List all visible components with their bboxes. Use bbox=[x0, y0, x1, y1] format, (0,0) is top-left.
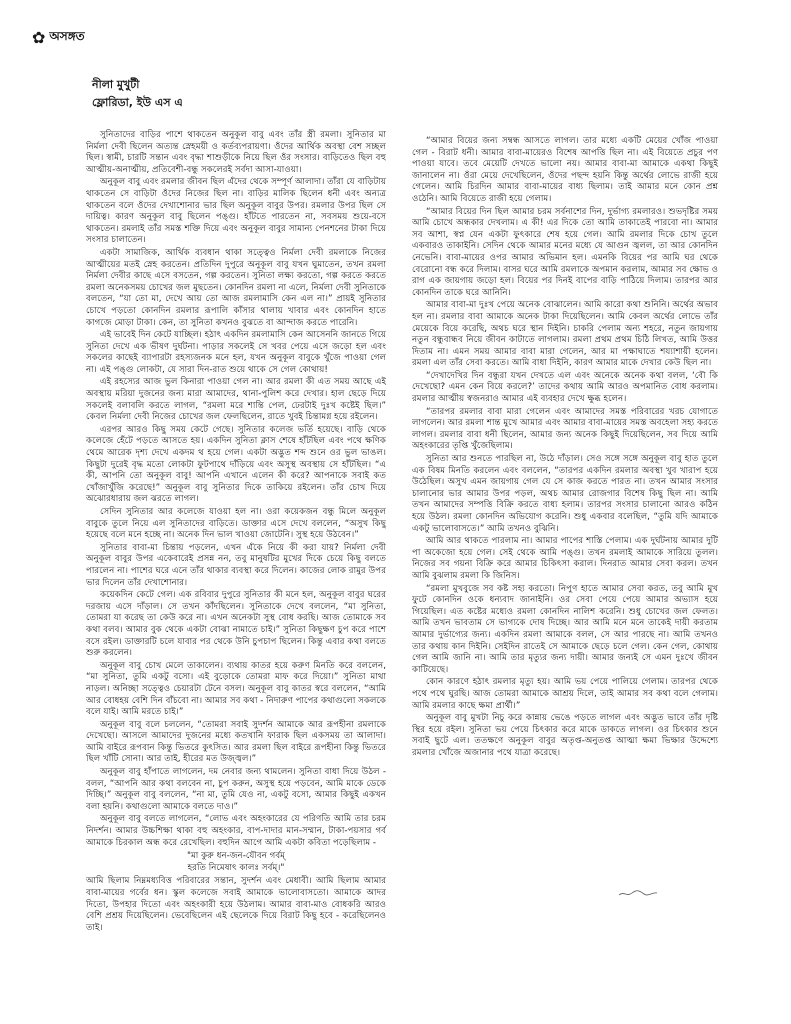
left-column bbox=[86, 130, 386, 935]
byline bbox=[92, 76, 183, 112]
paragraph: অনুকূল বাবু হাঁপাতে লাগলেন, দম নেবার জন্য থামলেন। সুনিতা বাধা দিয়ে উঠল - বলল, “আপনি আর কথা বলবেন না, চুপ করুন, অসুস্থ হয়ে পড়বেন, আমি মাকে ডেকে দিচ্ছি।” অনুকূল বাবু বললেন, “না মা, তুমি যেও না, একটু বসো, আমার কিছুই একখন বলা হয়নি। কথাগুলো আমাকে বলতে দাও।” bbox=[86, 767, 386, 812]
paragraph: অনুকূল বাবু বলে চললেন, “তোমরা সবাই সুদর্শন আমাকে আর রূপহীনা রমলাকে দেখেছো। আসলে আমাদের দুজনের মধ্যে কতখানি ফারাক ছিল একসময় তা আলাদা। আমি বাইরে রূপবান কিন্তু ভিতরে কুৎসিত। আর রমলা ছিল বাইরে রূপহীনা কিন্তু ভিতরে ছিল খাঁটি সোনা। আর তাই, হীরের মত উজ্জ্বল।” bbox=[86, 719, 386, 765]
paragraph: “আমার বিয়ের দিন ছিল আমার চরম সর্বনাশের দিন, দুর্ভাগ্য রমলারও। শুভদৃষ্টির সময় আমি চোখে অন্ধকার দেখলাম। এ কী! এর দিকে তো আমি তাকাতেই পারবো না। আমার সব আশা, স্বপ্ন যেন একটা ফুৎকারে শেষ হয়ে গেল। আমি রমলার দিকে চোখ তুলে একবারও তাকাইনি। সেদিন থেকে আমার মনের মধ্যে যে আগুন জ্বলল, তা আর কোনদিন নেভেনি। বাবা-মায়ের ওপর আমার অভিমান হল। এমনকি বিয়ের পর আমি ঘর থেকে বেরোনো বন্ধ করে দিলাম। বাসর ঘরে আমি রমলাকে অপমান করলাম, আমার সব ক্ষোভ ও রাগ এক জায়গায় জড়ো হল। বিয়ের পর দিনই বাপের বাড়ি পাঠিয়ে দিলাম। তারপর আর কোনদিন তাকে ঘরে আনিনি। bbox=[412, 206, 718, 298]
paragraph: “আমার বিয়ের জন্য সম্বন্ধ আসতে লাগল। তার মধ্যে একটি মেয়ের খোঁজ পাওয়া গেল - বিরাট ধনী। আমার বাবা-মায়েরও বিশেষ আপত্তি ছিল না। এই বিয়েতে প্রচুর পণ পাওয়া যাবে। তবে মেয়েটি দেখতে ভালো নয়। আমার বাবা-মা আমাকে একথা কিছুই জানালেন না। ওঁরা মেয়ে দেখেছিলেন, ওঁদের পছন্দ হয়নি কিন্তু অর্থের লোভে রাজী হয়ে গেলেন। আমি চিরদিন আমার বাবা-মায়ের বাধ্য ছিলাম। তাই আমার মনে কোন প্রশ্ন ওঠেনি। আমি বিয়েতে রাজী হয়ে গেলাম। bbox=[412, 136, 718, 204]
paragraph: আমি আর থাকতে পারলাম না। আমার পাপের শাস্তি পেলাম। এক দুর্ঘটনায় আমার দুটি পা অকেজো হয়ে গেল। সেই থেকে আমি পঙ্গু। তখন রমলাই আমাকে সারিয়ে তুলল। নিজের সব গয়না বিক্রি করে আমার চিকিৎসা করাল। দিনরাত আমার সেবা করল। তখন আমি বুঝলাম রমলা কি জিনিস। bbox=[412, 536, 718, 581]
author-location: ফ্লোরিডা, ইউ এস এ bbox=[92, 96, 183, 109]
paragraph: সেদিন সুনিতার আর কলেজে যাওয়া হল না। ওরা কয়েকজন বন্ধু মিলে অনুকূল বাবুকে তুলে নিয়ে এল সুনিতাদের বাড়িতে। ডাক্তার এসে দেখে বললেন, “অসুখ কিছু হয়েছে বলে মনে হচ্ছে না। অনেক দিন ভাল খাওয়া জোটেনি। সুস্থ হয়ে উঠবেন।” bbox=[86, 507, 386, 541]
section-title: অসঙ্গত bbox=[49, 29, 85, 43]
pen-scribble-mark bbox=[618, 888, 658, 898]
paragraph: “দেখাদেখির দিন বন্ধুরা যখন দেখতে এল এবং অনেকে অনেক কথা বলল, ‘বৌ কি দেখেছো? এমন কেন বিয়ে করলে?’ তাদের কথায় আমি আরও অপমানিত বোধ করলাম। রমলার আত্মীয় স্বজনরাও আমার এই ব্যবহার দেখে ক্ষুব্ধ হলেন। bbox=[412, 370, 718, 405]
paragraph: এরপর আরও কিছু সময় কেটে গেছে। সুনিতার কলেজ ভর্তি হয়েছে। বাড়ি থেকে কলেজে হেঁটে পড়তে আসতে হয়। একদিন সুনিতা ক্লাস শেষে হাঁটছিল এবং পথে ক্ষণিক থেমে আরেক দৃশ্য দেখে একদম থ হয়ে গেল। একটা অদ্ভুত শব্দ শুনে ওর ভুল ভাঙল। কিছুটা দুরেই বৃদ্ধ মতো লোকটা ফুটপাথে দাঁড়িয়ে এবং অসুস্থ অবস্থায় সে হাঁটছিল। “এ কী, আপনি তো অনুকূল বাবু! আপনি এখানে এলেন কী করে? আপনাকে সবাই কত খোঁজাখুঁজি করেছে!” অনুকূল বাবু সুনিতার দিকে তাকিয়ে রইলেন। তাঁর চোখ দিয়ে অঝোরধারায় জল ঝরতে লাগল। bbox=[86, 424, 386, 505]
paragraph: অনুকূল বাবু চোখ মেলে তাকালেন। ব্যথায় কাতর হয়ে করুণ মিনতি করে বললেন, “মা সুনিতা, তুমি একটু বসো। এই বুড়োকে তোমরা মাফ করে দিয়ো।” সুনিতা মাথা নাড়ল। অনিচ্ছা সত্ত্বেও চেয়ারটা টেনে বসল। অনুকূল বাবু কাতর স্বরে বললেন, “আমি আর বোধহয় বেশি দিন বাঁচবো না। আমার সব কথা - নিদারুণ পাপের কথাগুলো সকলকে বলে যাই। আমি মরতে চাই।” bbox=[86, 660, 386, 718]
paragraph: আমি ছিলাম নিম্নমধ্যবিত্ত পরিবারের সন্তান, সুদর্শন এবং মেধাবী। আমি ছিলাম আমার বাবা-মায়ের গর্বের ধন। স্কুল কলেজে সবাই আমাকে ভালোবাসতো। আমাকে আদর দিতো, উপহার দিতো এবং অহংকারী হয়ে উঠলাম। আমার বাবা-মাও বোধকরি আরও বেশি প্রশ্রয় দিয়েছিলেন। ভেবেছিলেন এই ছেলেকে দিয়ে বিরাট কিছু হবে - করেছিলেনও তাই। bbox=[86, 876, 386, 933]
paragraph: একটা সামাজিক, আর্থিক ব্যবধান থাকা সত্ত্বেও নির্মলা দেবী রমলাকে নিজের আত্মীয়ের মতই স্নেহ করতেন। প্রতিদিন দুপুরে অনুকূল বাবু যখন ঘুমাতেন, তখন রমলা নির্মলা দেবীর কাছে এসে বসতেন, গল্প করতেন। সুনিতা লক্ষ্য করতো, গল্প করতে করতে রমলা অনেকসময় চোখের জল মুছতেন। কোনদিন রমলা না এলে, নির্মলা দেবী সুনিতাকে বলতেন, “যা তো মা, দেখে আয় তো আজ রমলামাসি কেন এল না।” প্রায়ই সুনিতার চোখে পড়তো কোনদিন রমলার রূপালি কাঁসার থালায় খাবার এবং কোনদিন হাতে কাগজে মোড়া টাকা। কেন, তা সুনিতা কখনও বুঝতে বা আন্দাজ করতে পারেনি। bbox=[86, 247, 386, 328]
paragraph: আমার বাবা-মা দুঃখ পেয়ে অনেক বোঝালেন। আমি কারো কথা শুনিনি। অর্থের অভাব হল না। রমলার বাবা আমাকে অনেক টাকা দিয়েছিলেন। আমি কেবল অর্থের লোভে তাঁর মেয়েকে বিয়ে করেছি, অথচ ঘরে স্থান দিইনি। চাকরি পেলাম অন্য শহরে, নতুন জায়গায় নতুন বন্ধুবান্ধব নিয়ে জীবন কাটাতে লাগলাম। রমলা প্রথম প্রথম চিঠি লিখত, আমি উত্তর দিতাম না। এমন সময় আমার বাবা মারা গেলেন, আর মা পক্ষাঘাতে শয্যাশায়ী হলেন। রমলা এল তাঁর সেবা করতে। আমি বাধা দিইনি, কারণ আমার মাকে দেখার কেউ ছিল না। bbox=[412, 300, 718, 369]
paragraph: সুনিতা আর শুনতে পারছিল না, উঠে দাঁড়াল। সেও সঙ্গে সঙ্গে অনুকূল বাবু হাত তুলে এক বিষম মিনতি করলেন এবং বললেন, “তারপর একদিন রমলার অবস্থা খুব খারাপ হয়ে উঠেছিল। অসুখ এমন জায়গায় গেল যে সে কাজ করতে পারত না। তখন আমার সংসার চালানোর ভার আমার উপর পড়ল, অথচ আমার রোজগার বিশেষ কিছু ছিল না। আমি তখন আমাদের সম্পত্তি বিক্রি করতে বাধ্য হলাম। তারপর সংসার চালানো আরও কঠিন হয়ে উঠল। রমলা কোনদিন অভিযোগ করেনি। শুধু একবার বলেছিল, “তুমি যদি আমাকে একটু ভালোবাসতে।” আমি তখনও বুঝিনি। bbox=[412, 454, 718, 534]
page-header bbox=[32, 28, 85, 48]
paragraph: সুনিতার বাবা-মা চিন্তায় পড়লেন, এখন এঁকে নিয়ে কী করা যায়? নির্মলা দেবী অনুকূল বাবুর উপর একেবারেই প্রসন্ন নন, তবু মানুষটির মুখের দিকে চেয়ে কিছু বলতে পারলেন না। পাশের ঘরে এনে তাঁর থাকার ব্যবস্থা করে দিলেন। কাজের লোক রামুর উপর ভার দিলেন তাঁর দেখাশোনার। bbox=[86, 542, 386, 588]
right-column bbox=[412, 136, 718, 760]
paragraph: অনুকূল বাবু বলতে লাগলেন, “লোভ এবং অহংকারের যে পরিণতি আমি তার চরম নিদর্শন। আমার উচ্চশিক্ষা থাকা বহু অহংকার, বাপ-দাদার মান-সম্মান, টাকা-পয়সার গর্ব আমাকে চিরকাল অন্ধ করে রেখেছিল। বহুদিন আগে আমি একটা কবিতা পড়েছিলাম - bbox=[86, 814, 386, 848]
flower-ornament-icon: ✿ bbox=[32, 28, 46, 47]
paragraph: অনুকূল বাবু এবং রমলার জীবন ছিল এঁদের থেকে সম্পূর্ণ আলাদা। তাঁরা যে বাড়িটায় থাকতেন সে বাড়িটা ওঁদের নিজের ছিল না। বাড়ির মালিক ছিলেন ধনী এবং অন্যত্র থাকতেন বলে ওঁদের দেখাশোনার ভার ছিল অনুকূল বাবুর উপর। রমলার উপর ছিল সে দায়িত্ব। কারণ অনুকূল বাবু ছিলেন পঙ্গু। হাঁটতে পারতেন না, সবসময় শুয়ে-বসে থাকতেন। রমলাই তাঁর সমস্ত শক্তি দিয়ে এবং অনুকূল বাবুর সামান্য পেনশনের টাকা দিয়ে সংসার চালাতেন। bbox=[86, 177, 386, 246]
author-name: নীলা মুখুটী bbox=[92, 78, 140, 91]
paragraph: কয়েকদিন কেটে গেল। এক রবিবার দুপুরে সুনিতার কী মনে হল, অনুকূল বাবুর ঘরের দরজায় এসে দাঁড়াল। সে তখন কাঁদছিলেন। সুনিতাকে দেখে বললেন, “মা সুনিতা, তোমরা যা করেছ তা কেউ করে না। এখন অনেকটা সুস্থ বোধ করছি। আজ তোমাকে সব কথা বলব। আমার বুক থেকে একটা বোঝা নামাতে চাই।” সুনিতা কিছুক্ষণ চুপ করে পাশে বসে রইল। ডাক্তারটি চলে যাবার পর থেকে উনি চুপচাপ ছিলেন। কিন্তু এবার কথা বলতে শুরু করলেন। bbox=[86, 590, 386, 659]
verse-quote: "মা কুরু ধন-জন-যৌবন গর্বম্ হরতি নিমেষাৎ কালঃ সর্বম্।" bbox=[186, 851, 286, 873]
paragraph: এই রহস্যের আজ ভুল কিনারা পাওয়া গেল না। আর রমলা কী এত সময় আছে এই অবস্থায় মরিয়া দুজনের জন্য মারা আমাদের, থানা-পুলিশ করে দেখার। হাল ছেড়ে দিয়ে সকলেই বলাবলি করতে লাগল, “রমলা মরে শান্তি পেল, ঢেরটাই দুঃখ কষ্টেই ছিল।” কেবল নির্মলা দেবী নিজের চোখের জল ফেলছিলেন, রাতে খুবই চিন্তামগ্ন হয়ে রইলেন। bbox=[86, 377, 386, 423]
paragraph: সুনিতাদের বাড়ির পাশে থাকতেন অনুকূল বাবু এবং তাঁর স্ত্রী রমলা। সুনিতার মা নির্মলা দেবী ছিলেন অত্যন্ত স্নেহময়ী ও কর্তব্যপরায়ণা। ওঁদের আর্থিক অবস্থা বেশ সচ্ছল ছিল। স্বামী, চারটি সন্তান এবং বৃদ্ধা শাশুড়ীকে নিয়ে ছিল ওঁর সংসার। বাড়িতেও ছিল বহু আত্মীয়-অনাত্মীয়, প্রতিবেশী-বন্ধু সকলেরই সর্বদা আসা-যাওয়া। bbox=[86, 130, 386, 175]
paragraph: “রমলা মুখবুজে সব কষ্ট সহ্য করতো। নিপুণ হাতে আমার সেবা করত, তবু আমি মুখ ফুটে কোনদিন ওকে ধন্যবাদ জানাইনি। ওর সেবা পেয়ে পেয়ে আমার অভ্যাস হয়ে গিয়েছিল। এত কষ্টের মধ্যেও রমলা কোনদিন নালিশ করেনি। শুধু চোখের জল ফেলত। আমি তখন ভাবতাম সে ভাগ্যকে দোষ দিচ্ছে। আর আমি মনে মনে তাকেই দায়ী করতাম আমার দুর্ভাগ্যের জন্য। একদিন রমলা আমাকে বলল, সে আর পারছে না। আমি তখনও তার কথায় কান দিইনি। সেইদিন রাতেই সে আমাকে ছেড়ে চলে গেল। কেন গেল, কোথায় গেল আমি জানি না। আমি তার মৃত্যুর জন্য দায়ী। আমার জন্যই সে এমন দুঃখে জীবন কাটিয়েছে। bbox=[412, 583, 718, 675]
paragraph: কোন কারণে হঠাৎ রমলার মৃত্যু হয়। আমি ভয় পেয়ে পালিয়ে গেলাম। তারপর থেকে পথে পথে ঘুরছি। আজ তোমরা আমাকে আশ্রয় দিলে, তাই আমার সব কথা বলে গেলাম। আমি রমলার কাছে ক্ষমা প্রার্থী।” bbox=[412, 677, 718, 711]
paragraph: অনুকূল বাবু মুখটা নিচু করে কান্নায় ভেঙে পড়তে লাগল এবং অদ্ভুত ভাবে তাঁর দৃষ্টি স্থির হয়ে রইল। সুনিতা ভয় পেয়ে চিৎকার করে মাকে ডাকতে লাগল। ওর চিৎকার শুনে সবাই ছুটে এল। ততক্ষণে অনুকূল বাবুর অতৃপ্ত-অনুতপ্ত আত্মা ক্ষমা ভিক্ষার উদ্দেশ্যে রমলার খোঁজে অজানার পথে যাত্রা করেছে। bbox=[412, 713, 718, 758]
paragraph: এই ভাবেই দিন কেটে যাচ্ছিল। হঠাৎ একদিন রমলামাসি কেন আসেননি জানতে গিয়ে সুনিতা দেখে এক ভীষণ দুর্ঘটনা। পাড়ার সকলেই সে খবর পেয়ে এসে জড়ো হল এবং সকলের কাছেই ব্যাপারটা রহস্যজনক মনে হল, যখন অনুকূল বাবুকে খুঁজে পাওয়া গেল না। এই পঙ্গু লোকটা, যে সারা দিন-রাত শুয়ে থাকে সে গেল কোথায়! bbox=[86, 330, 386, 375]
paragraph: “তারপর রমলার বাবা মারা গেলেন এবং আমাদের সমস্ত পরিবারের খরচ যোগাতে লাগলেন। আর রমলা শান্ত মুখে আমার এবং আমার বাবা-মায়ের সমস্ত অবহেলা সহ্য করতে লাগল। রমলার বাবা ধনী ছিলেন, আমার জন্য অনেক কিছুই দিয়েছিলেন, সব দিয়ে আমি অহংকারের তৃপ্তি খুঁজেছিলাম। bbox=[412, 406, 718, 452]
